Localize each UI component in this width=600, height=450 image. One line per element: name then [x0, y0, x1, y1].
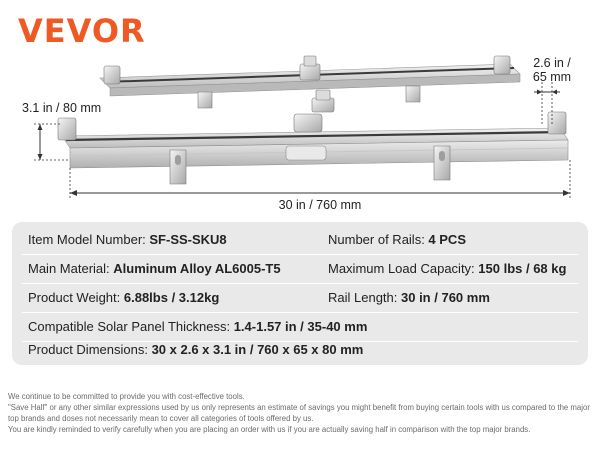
spec-value: 4 PCS	[428, 232, 466, 247]
spec-value: 30 in / 760 mm	[401, 290, 490, 305]
depth-dimension-label: 2.6 in / 65 mm	[532, 56, 572, 84]
spec-row	[12, 336, 588, 364]
brand-logo: VEVOR	[18, 12, 146, 50]
spec-value: 1.4-1.57 in / 35-40 mm	[233, 319, 368, 334]
front-rail	[58, 112, 568, 184]
spec-value: 6.88lbs / 3.12kg	[123, 290, 220, 305]
spec-cell-dimensions: Product Dimensions: 30 x 2.6 x 3.1 in / 760 x 65 x 80 mm	[28, 342, 364, 357]
spec-value: Aluminum Alloy AL6005-T5	[113, 261, 281, 276]
spec-value: SF-SS-SKU8	[149, 232, 227, 247]
spec-cell-load: Maximum Load Capacity: 150 lbs / 68 kg	[328, 261, 567, 276]
spec-cell-panel-thickness: Compatible Solar Panel Thickness: 1.4-1.57 in / 35-40 mm	[28, 319, 368, 334]
spec-table	[12, 222, 588, 365]
disclaimer-line: You are kindly reminded to verify carefully when you are placing an order with us if you are actually saving half in comparison with the top major brands.	[8, 425, 531, 434]
spec-value: 150 lbs / 68 kg	[478, 261, 567, 276]
height-dimension-label: 3.1 in / 80 mm	[22, 101, 102, 115]
disclaimer-line: We continue to be committed to provide you with cost-effective tools.	[8, 392, 245, 401]
spec-row	[12, 284, 588, 312]
length-dimension-label: 30 in / 760 mm	[278, 198, 362, 212]
disclaimer-line: "Save Half" or any other similar expressions used by us only represents an estimate of savings you might benefit from buying certain tools with us compared to the major top brands and doses not necessarily mean to cover all categories of tools offered by us.	[8, 403, 590, 423]
spec-row	[12, 255, 588, 283]
product-illustration	[0, 0, 600, 218]
spec-value: 30 x 2.6 x 3.1 in / 760 x 65 x 80 mm	[151, 342, 364, 357]
back-rail	[100, 56, 520, 112]
spec-cell-rails: Number of Rails: 4 PCS	[328, 232, 466, 247]
spec-cell-weight: Product Weight: 6.88lbs / 3.12kg	[28, 290, 220, 305]
spec-row	[12, 226, 588, 254]
spec-cell-rail-length: Rail Length: 30 in / 760 mm	[328, 290, 490, 305]
spec-cell-model: Item Model Number: SF-SS-SKU8	[28, 232, 227, 247]
disclaimer	[8, 391, 596, 435]
spec-cell-material: Main Material: Aluminum Alloy AL6005-T5	[28, 261, 281, 276]
